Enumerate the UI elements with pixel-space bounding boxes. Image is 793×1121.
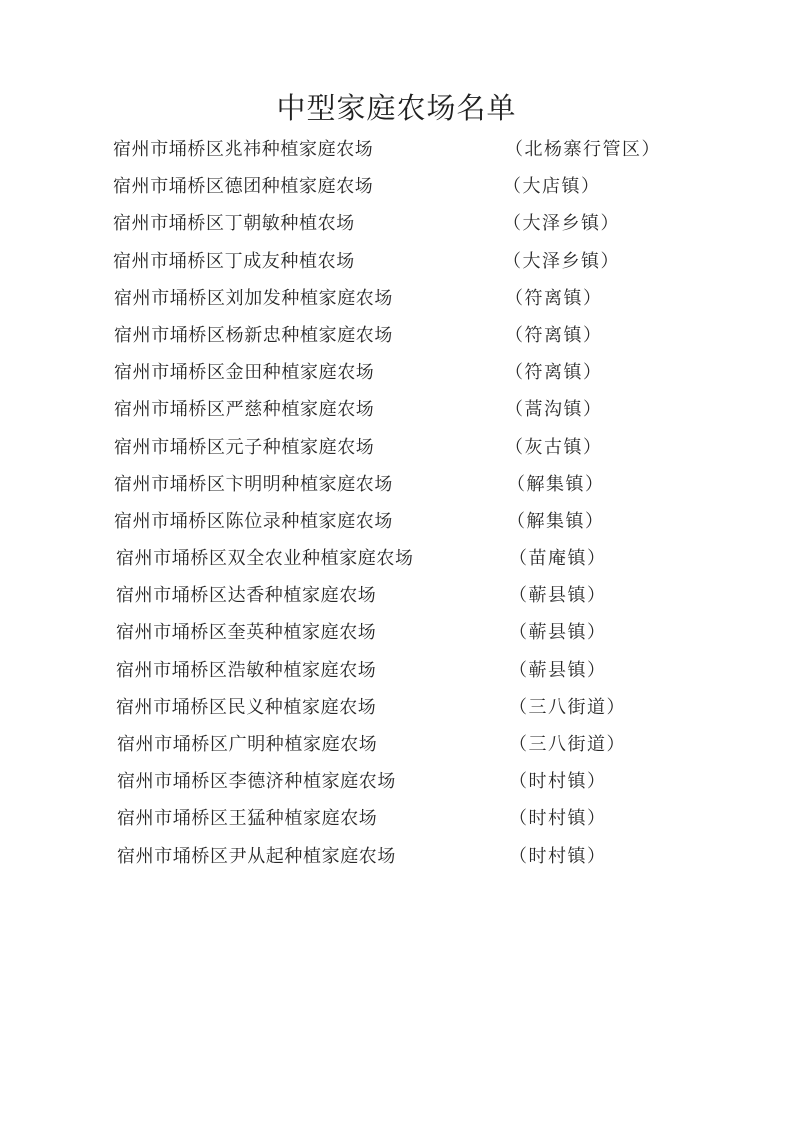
list-item xyxy=(0,313,793,350)
farm-name: 宿州市埇桥区民义种植家庭农场 xyxy=(116,696,377,718)
farm-name: 宿州市埇桥区浩敏种植家庭农场 xyxy=(116,659,377,681)
list-item xyxy=(0,499,793,536)
farm-town: （蕲县镇） xyxy=(509,659,607,681)
list-item xyxy=(0,796,793,833)
farm-town: （蕲县镇） xyxy=(509,585,607,607)
farm-name: 宿州市埇桥区丁朝敏种植农场 xyxy=(113,213,355,235)
list-item xyxy=(0,834,793,871)
farm-name: 宿州市埇桥区德团种植家庭农场 xyxy=(113,176,374,198)
farm-town: （灰古镇） xyxy=(505,436,603,458)
farm-town: （北杨寨行管区） xyxy=(505,139,661,160)
farm-town: （大店镇） xyxy=(503,176,601,198)
farm-name: 宿州市埇桥区奎英种植家庭农场 xyxy=(116,622,377,644)
farm-town: （时村镇） xyxy=(509,808,607,830)
farm-name: 宿州市埇桥区金田种植家庭农场 xyxy=(114,362,375,384)
farm-town: （大泽乡镇） xyxy=(503,213,620,235)
farm-town: （解集镇） xyxy=(507,473,605,495)
farm-list xyxy=(0,127,793,871)
list-item xyxy=(0,610,793,647)
farm-town: （符离镇） xyxy=(505,287,603,309)
farm-town: （符离镇） xyxy=(505,362,603,384)
list-item xyxy=(0,201,793,238)
list-item xyxy=(0,722,793,759)
farm-name: 宿州市埇桥区卞明明种植家庭农场 xyxy=(114,473,393,495)
page-title: 中型家庭农场名单 xyxy=(276,91,517,125)
farm-town: （三八街道） xyxy=(509,696,626,718)
farm-name: 宿州市埇桥区严慈种植家庭农场 xyxy=(114,399,375,421)
list-item xyxy=(0,127,793,164)
farm-name: 宿州市埇桥区兆祎种植家庭农场 xyxy=(113,139,374,160)
farm-town: （解集镇） xyxy=(507,510,605,532)
farm-name: 宿州市埇桥区陈位录种植家庭农场 xyxy=(114,510,393,532)
farm-name: 宿州市埇桥区杨新忠种植家庭农场 xyxy=(114,324,393,346)
farm-name: 宿州市埇桥区广明种植家庭农场 xyxy=(117,734,378,755)
list-item xyxy=(0,276,793,313)
list-item xyxy=(0,759,793,796)
list-item xyxy=(0,573,793,610)
list-item xyxy=(0,462,793,499)
farm-name: 宿州市埇桥区丁成友种植农场 xyxy=(113,250,355,272)
list-item xyxy=(0,425,793,462)
farm-town: （三八街道） xyxy=(509,734,626,755)
list-item xyxy=(0,350,793,387)
list-item xyxy=(0,536,793,573)
list-item xyxy=(0,685,793,722)
farm-town: （时村镇） xyxy=(509,771,607,793)
farm-name: 宿州市埇桥区双全农业种植家庭农场 xyxy=(116,548,414,570)
farm-town: （蒿沟镇） xyxy=(505,399,603,421)
list-item xyxy=(0,387,793,424)
farm-town: （符离镇） xyxy=(505,324,603,346)
farm-name: 宿州市埇桥区李德济种植家庭农场 xyxy=(117,771,396,793)
list-item xyxy=(0,164,793,201)
farm-name: 宿州市埇桥区王猛种植家庭农场 xyxy=(117,808,378,830)
farm-name: 宿州市埇桥区尹从起种植家庭农场 xyxy=(117,845,396,867)
list-item xyxy=(0,648,793,685)
farm-town: （大泽乡镇） xyxy=(503,250,620,272)
farm-name: 宿州市埇桥区达香种植家庭农场 xyxy=(116,585,377,607)
farm-town: （时村镇） xyxy=(509,845,607,867)
list-item xyxy=(0,239,793,276)
farm-name: 宿州市埇桥区元子种植家庭农场 xyxy=(114,436,375,458)
farm-name: 宿州市埇桥区刘加发种植家庭农场 xyxy=(114,287,393,309)
farm-town: （苗庵镇） xyxy=(509,548,607,570)
farm-town: （蕲县镇） xyxy=(509,622,607,644)
